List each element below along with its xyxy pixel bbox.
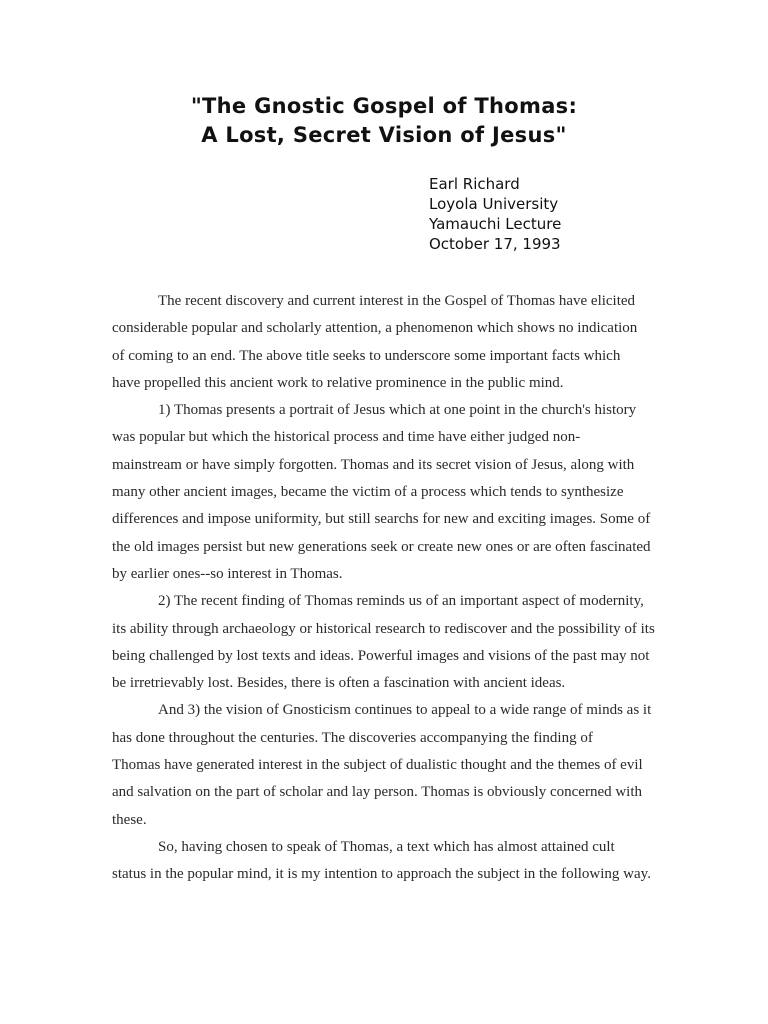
title-line-1: "The Gnostic Gospel of Thomas: <box>190 94 578 118</box>
paragraph-line: of coming to an end. The above title seeks to underscore some important facts which <box>112 347 621 364</box>
paragraph-line: have propelled this ancient work to relative prominence in the public mind. <box>112 374 564 391</box>
paragraph-line: And 3) the vision of Gnosticism continues to appeal to a wide range of minds as it <box>158 702 652 719</box>
paragraph-line: being challenged by lost texts and ideas. Powerful images and visions of the past may not <box>112 647 650 664</box>
paragraph-line: has done throughout the centuries. The discoveries accompanying the finding of <box>112 729 593 746</box>
paragraph-line: by earlier ones--so interest in Thomas. <box>112 565 343 582</box>
lecture-name: Yamauchi Lecture <box>429 215 562 233</box>
paragraph-line: The recent discovery and current interest in the Gospel of Thomas have elicited <box>158 293 636 309</box>
paragraph-line: Thomas have generated interest in the subject of dualistic thought and the themes of evil <box>112 757 643 774</box>
byline <box>429 174 561 254</box>
paragraph-line: considerable popular and scholarly attention, a phenomenon which shows no indication <box>112 320 638 337</box>
paragraph-line: these. <box>112 811 147 828</box>
author-institution: Loyola University <box>429 195 559 213</box>
paragraph-line: was popular but which the historical process and time have either judged non- <box>112 429 581 446</box>
paragraph-line: 2) The recent finding of Thomas reminds us of an important aspect of modernity, <box>158 593 644 610</box>
document-title <box>0 92 768 150</box>
body-text <box>112 288 658 889</box>
paragraph-line: and salvation on the part of scholar and lay person. Thomas is obviously concerned with <box>112 784 643 801</box>
paragraph-line: be irretrievably lost. Besides, there is often a fascination with ancient ideas. <box>112 675 566 692</box>
paragraph-line: So, having chosen to speak of Thomas, a text which has almost attained cult <box>158 838 615 855</box>
paragraph-line: many other ancient images, became the victim of a process which tends to synthesize <box>112 484 624 501</box>
title-line-2: A Lost, Secret Vision of Jesus" <box>201 123 567 147</box>
paragraph-line: the old images persist but new generations seek or create new ones or are often fascinated <box>112 538 651 555</box>
paragraph-line: 1) Thomas presents a portrait of Jesus which at one point in the church's history <box>158 402 637 419</box>
paragraph-line: status in the popular mind, it is my intention to approach the subject in the following way. <box>112 866 651 883</box>
author-name: Earl Richard <box>429 175 520 193</box>
paragraph-line: mainstream or have simply forgotten. Thomas and its secret vision of Jesus, along with <box>112 456 635 473</box>
lecture-date: October 17, 1993 <box>429 235 561 253</box>
paragraph-line: its ability through archaeology or historical research to rediscover and the possibility of its <box>112 620 655 637</box>
paragraph-line: differences and impose uniformity, but still searchs for new and exciting images. Some of <box>112 511 651 528</box>
